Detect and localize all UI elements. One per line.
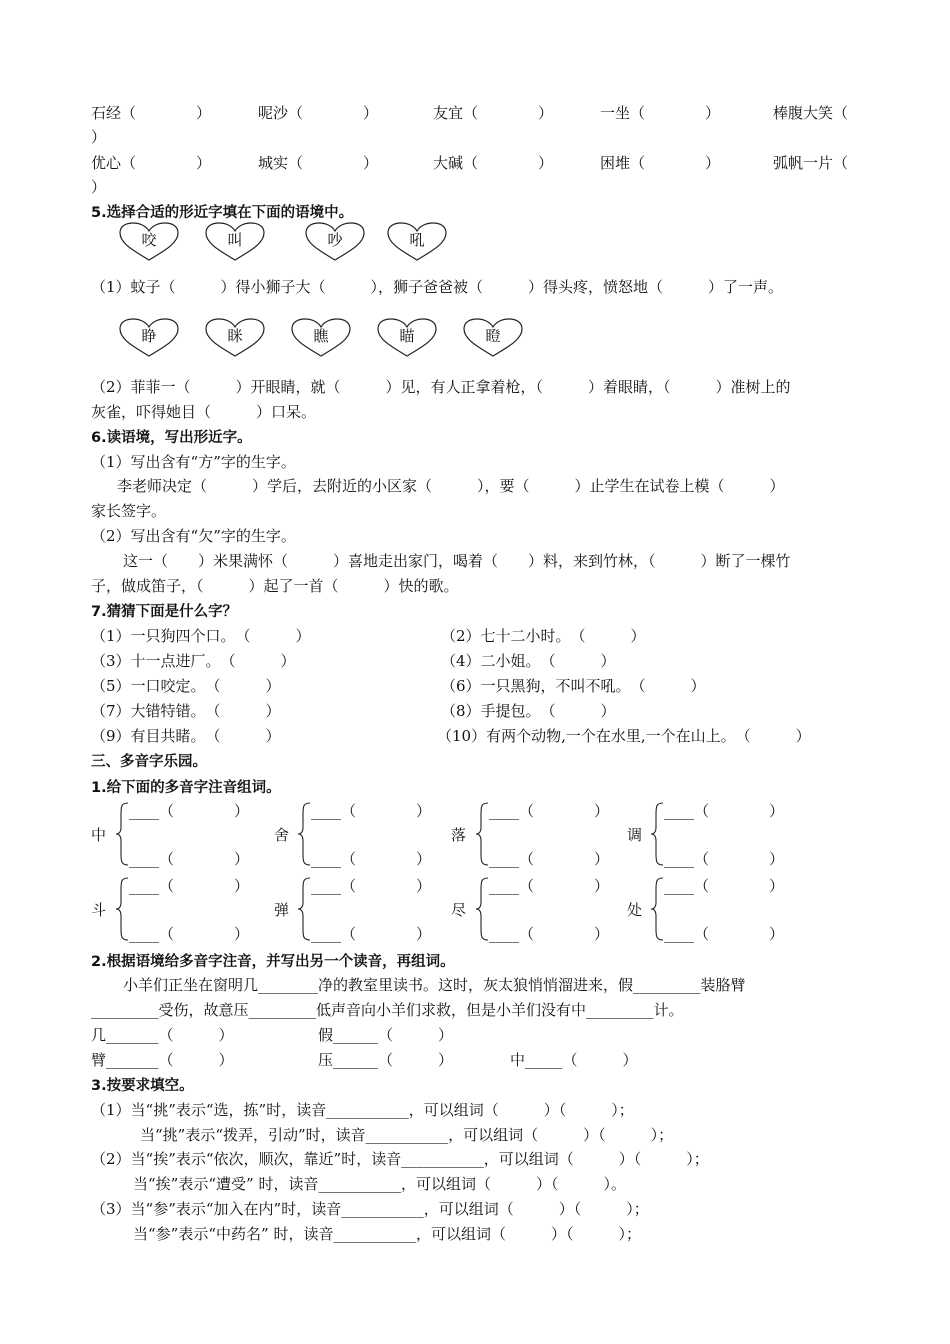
s3-q2-row2-c: 中_____（ ）: [510, 1051, 638, 1069]
heart-char: 瞪: [485, 327, 501, 345]
brace-icon: [474, 801, 490, 867]
polyphone-entry: ____（ ）: [664, 850, 785, 868]
heart-card: [290, 318, 352, 358]
s4-row1-tail: ）: [91, 128, 107, 146]
s3-q2-row2-b: 压______（ ）: [318, 1051, 454, 1069]
polyphone-char: 落: [451, 826, 467, 844]
polyphone-entry: ____（ ）: [129, 877, 250, 895]
q5-line2a: （2）菲菲一（ ）开眼睛，就（ ）见，有人正拿着枪，（ ）着眼睛，（ ）准树上的: [91, 378, 791, 396]
heart-char: 叫: [227, 231, 243, 249]
riddle-right: （6）一只黑狗，不叫不吼。 （ ）: [441, 677, 706, 695]
polyphone-entry: ____（ ）: [129, 802, 250, 820]
riddle-left: （9）有目共睹。 （ ）: [91, 727, 281, 745]
s3-q2-p1: 小羊们正坐在窗明几________净的教室里读书。这时，灰太狼悄悄溜进来，假_________装胳臂: [123, 976, 746, 994]
q6-p1a: 李老师决定（ ）学后，去附近的小区家（ ），要（ ）止学生在试卷上模（ ）: [117, 477, 785, 495]
riddle-right: （8）手提包。 （ ）: [441, 702, 616, 720]
q5-line1: （1）蚊子（ ）得小狮子大（ ），狮子爸爸被（ ）得头疼，愤怒地（ ）了一声。: [91, 278, 784, 296]
polyphone-entry: ____（ ）: [129, 925, 250, 943]
riddle-right: （4）二小姐。 （ ）: [441, 652, 616, 670]
s3-q3-line: （1）当“挑”表示“选，拣”时，读音___________，可以组词（ ）（ ）；: [91, 1101, 634, 1119]
s3-q2-row1-b: 假______（ ）: [318, 1026, 454, 1044]
s3-q1-title: 1.给下面的多音字注音组词。: [91, 780, 281, 796]
s4-row1-item4: 一坐（ ）: [600, 104, 721, 122]
q6-p1b: 家长签字。: [91, 502, 167, 520]
polyphone-char: 斗: [91, 901, 107, 919]
heart-char: 瞄: [399, 327, 415, 345]
polyphone-char: 弹: [274, 901, 290, 919]
brace-icon: [649, 876, 665, 942]
s4-row1-item5: 棒腹大笑（: [773, 104, 849, 122]
polyphone-char: 尽: [451, 901, 467, 919]
heart-card: [386, 222, 448, 262]
brace-icon: [296, 876, 312, 942]
s4-row2-item1: 优心（ ）: [91, 154, 212, 172]
polyphone-char: 中: [91, 826, 107, 844]
heart-char: 眯: [227, 327, 243, 345]
riddle-right: （10）有两个动物,一个在水里,一个在山上。 （ ）: [437, 727, 811, 745]
heart-char: 瞧: [313, 327, 329, 345]
polyphone-char: 调: [627, 826, 643, 844]
q7-title: 7.猜猜下面是什么字？: [91, 604, 238, 620]
s4-row1-item1: 石经（ ）: [91, 104, 212, 122]
section3-title: 三、多音字乐园。: [91, 754, 207, 770]
s4-row2-item3: 大碱（ ）: [433, 154, 554, 172]
s4-row1-item3: 友宜（ ）: [433, 104, 554, 122]
s3-q3-line: 当“挑”表示“拨弄，引动”时，读音___________，可以组词（ ）（ ）；: [140, 1126, 674, 1144]
polyphone-entry: ____（ ）: [311, 802, 432, 820]
s4-row2-item5: 弧帆一片（: [773, 154, 849, 172]
s3-q3-line: 当“参”表示“中药名” 时，读音___________，可以组词（ ）（ ）；: [133, 1225, 641, 1243]
heart-card: [376, 318, 438, 358]
heart-char: 睁: [141, 327, 157, 345]
q6-title: 6.读语境，写出形近字。: [91, 430, 252, 446]
brace-icon: [474, 876, 490, 942]
q6-sub2: （2）写出含有“欠”字的生字。: [91, 527, 296, 545]
s3-q3-line: （3）当“参”表示“加入在内”时，读音___________，可以组词（ ）（ ）；: [91, 1200, 649, 1218]
polyphone-entry: ____（ ）: [311, 850, 432, 868]
polyphone-entry: ____（ ）: [129, 850, 250, 868]
polyphone-entry: ____（ ）: [664, 925, 785, 943]
heart-char: 咬: [141, 231, 157, 249]
polyphone-char: 处: [627, 901, 643, 919]
s3-q3-line: （2）当“挨”表示“依次，顺次，靠近”时，读音___________，可以组词（ ）（ ）；: [91, 1150, 709, 1168]
polyphone-entry: ____（ ）: [664, 802, 785, 820]
polyphone-entry: ____（ ）: [489, 877, 610, 895]
s3-q2-row2-a: 臂_______（ ）: [91, 1051, 234, 1069]
q6-p2a: 这一（ ）米果满怀（ ）喜地走出家门，喝着（ ）料，来到竹林，（ ）断了一棵竹: [123, 552, 791, 570]
heart-card: [118, 318, 180, 358]
polyphone-entry: ____（ ）: [311, 877, 432, 895]
heart-card: [204, 222, 266, 262]
s3-q3-title: 3.按要求填空。: [91, 1078, 194, 1094]
heart-card: [204, 318, 266, 358]
s4-row1-item2: 呢沙（ ）: [258, 104, 379, 122]
brace-icon: [114, 876, 130, 942]
heart-card: [462, 318, 524, 358]
riddle-right: （2）七十二小时。 （ ）: [441, 627, 646, 645]
s3-q2-title: 2.根据语境给多音字注音，并写出另一个读音，再组词。: [91, 954, 455, 970]
q5-title: 5.选择合适的形近字填在下面的语境中。: [91, 205, 354, 221]
s3-q2-p2: _________受伤，故意压_________低声音向小羊们求救，但是小羊们没有中_________计。: [91, 1001, 684, 1019]
riddle-left: （5）一口咬定。 （ ）: [91, 677, 281, 695]
q6-sub1: （1）写出含有“方”字的生字。: [91, 453, 296, 471]
riddle-left: （3）十一点进厂。 （ ）: [91, 652, 296, 670]
polyphone-entry: ____（ ）: [489, 802, 610, 820]
riddle-left: （7）大错特错。 （ ）: [91, 702, 281, 720]
s4-row2-tail: ）: [91, 178, 107, 196]
heart-card: [304, 222, 366, 262]
riddle-left: （1）一只狗四个口。 （ ）: [91, 627, 311, 645]
brace-icon: [296, 801, 312, 867]
s4-row2-item4: 困堆（ ）: [600, 154, 721, 172]
polyphone-entry: ____（ ）: [311, 925, 432, 943]
heart-card: [118, 222, 180, 262]
polyphone-char: 舍: [274, 826, 290, 844]
q5-line2b: 灰雀，吓得她目（ ）口呆。: [91, 403, 317, 421]
s3-q2-row1-a: 几_______（ ）: [91, 1026, 234, 1044]
polyphone-entry: ____（ ）: [664, 877, 785, 895]
s4-row2-item2: 城实（ ）: [258, 154, 379, 172]
polyphone-entry: ____（ ）: [489, 925, 610, 943]
q6-p2b: 子，做成笛子，（ ）起了一首（ ）快的歌。: [91, 577, 459, 595]
brace-icon: [649, 801, 665, 867]
brace-icon: [114, 801, 130, 867]
polyphone-entry: ____（ ）: [489, 850, 610, 868]
s3-q3-line: 当“挨”表示“遭受” 时，读音___________，可以组词（ ）（ ）。: [133, 1175, 626, 1193]
heart-char: 吵: [327, 231, 343, 249]
heart-char: 吼: [409, 231, 425, 249]
